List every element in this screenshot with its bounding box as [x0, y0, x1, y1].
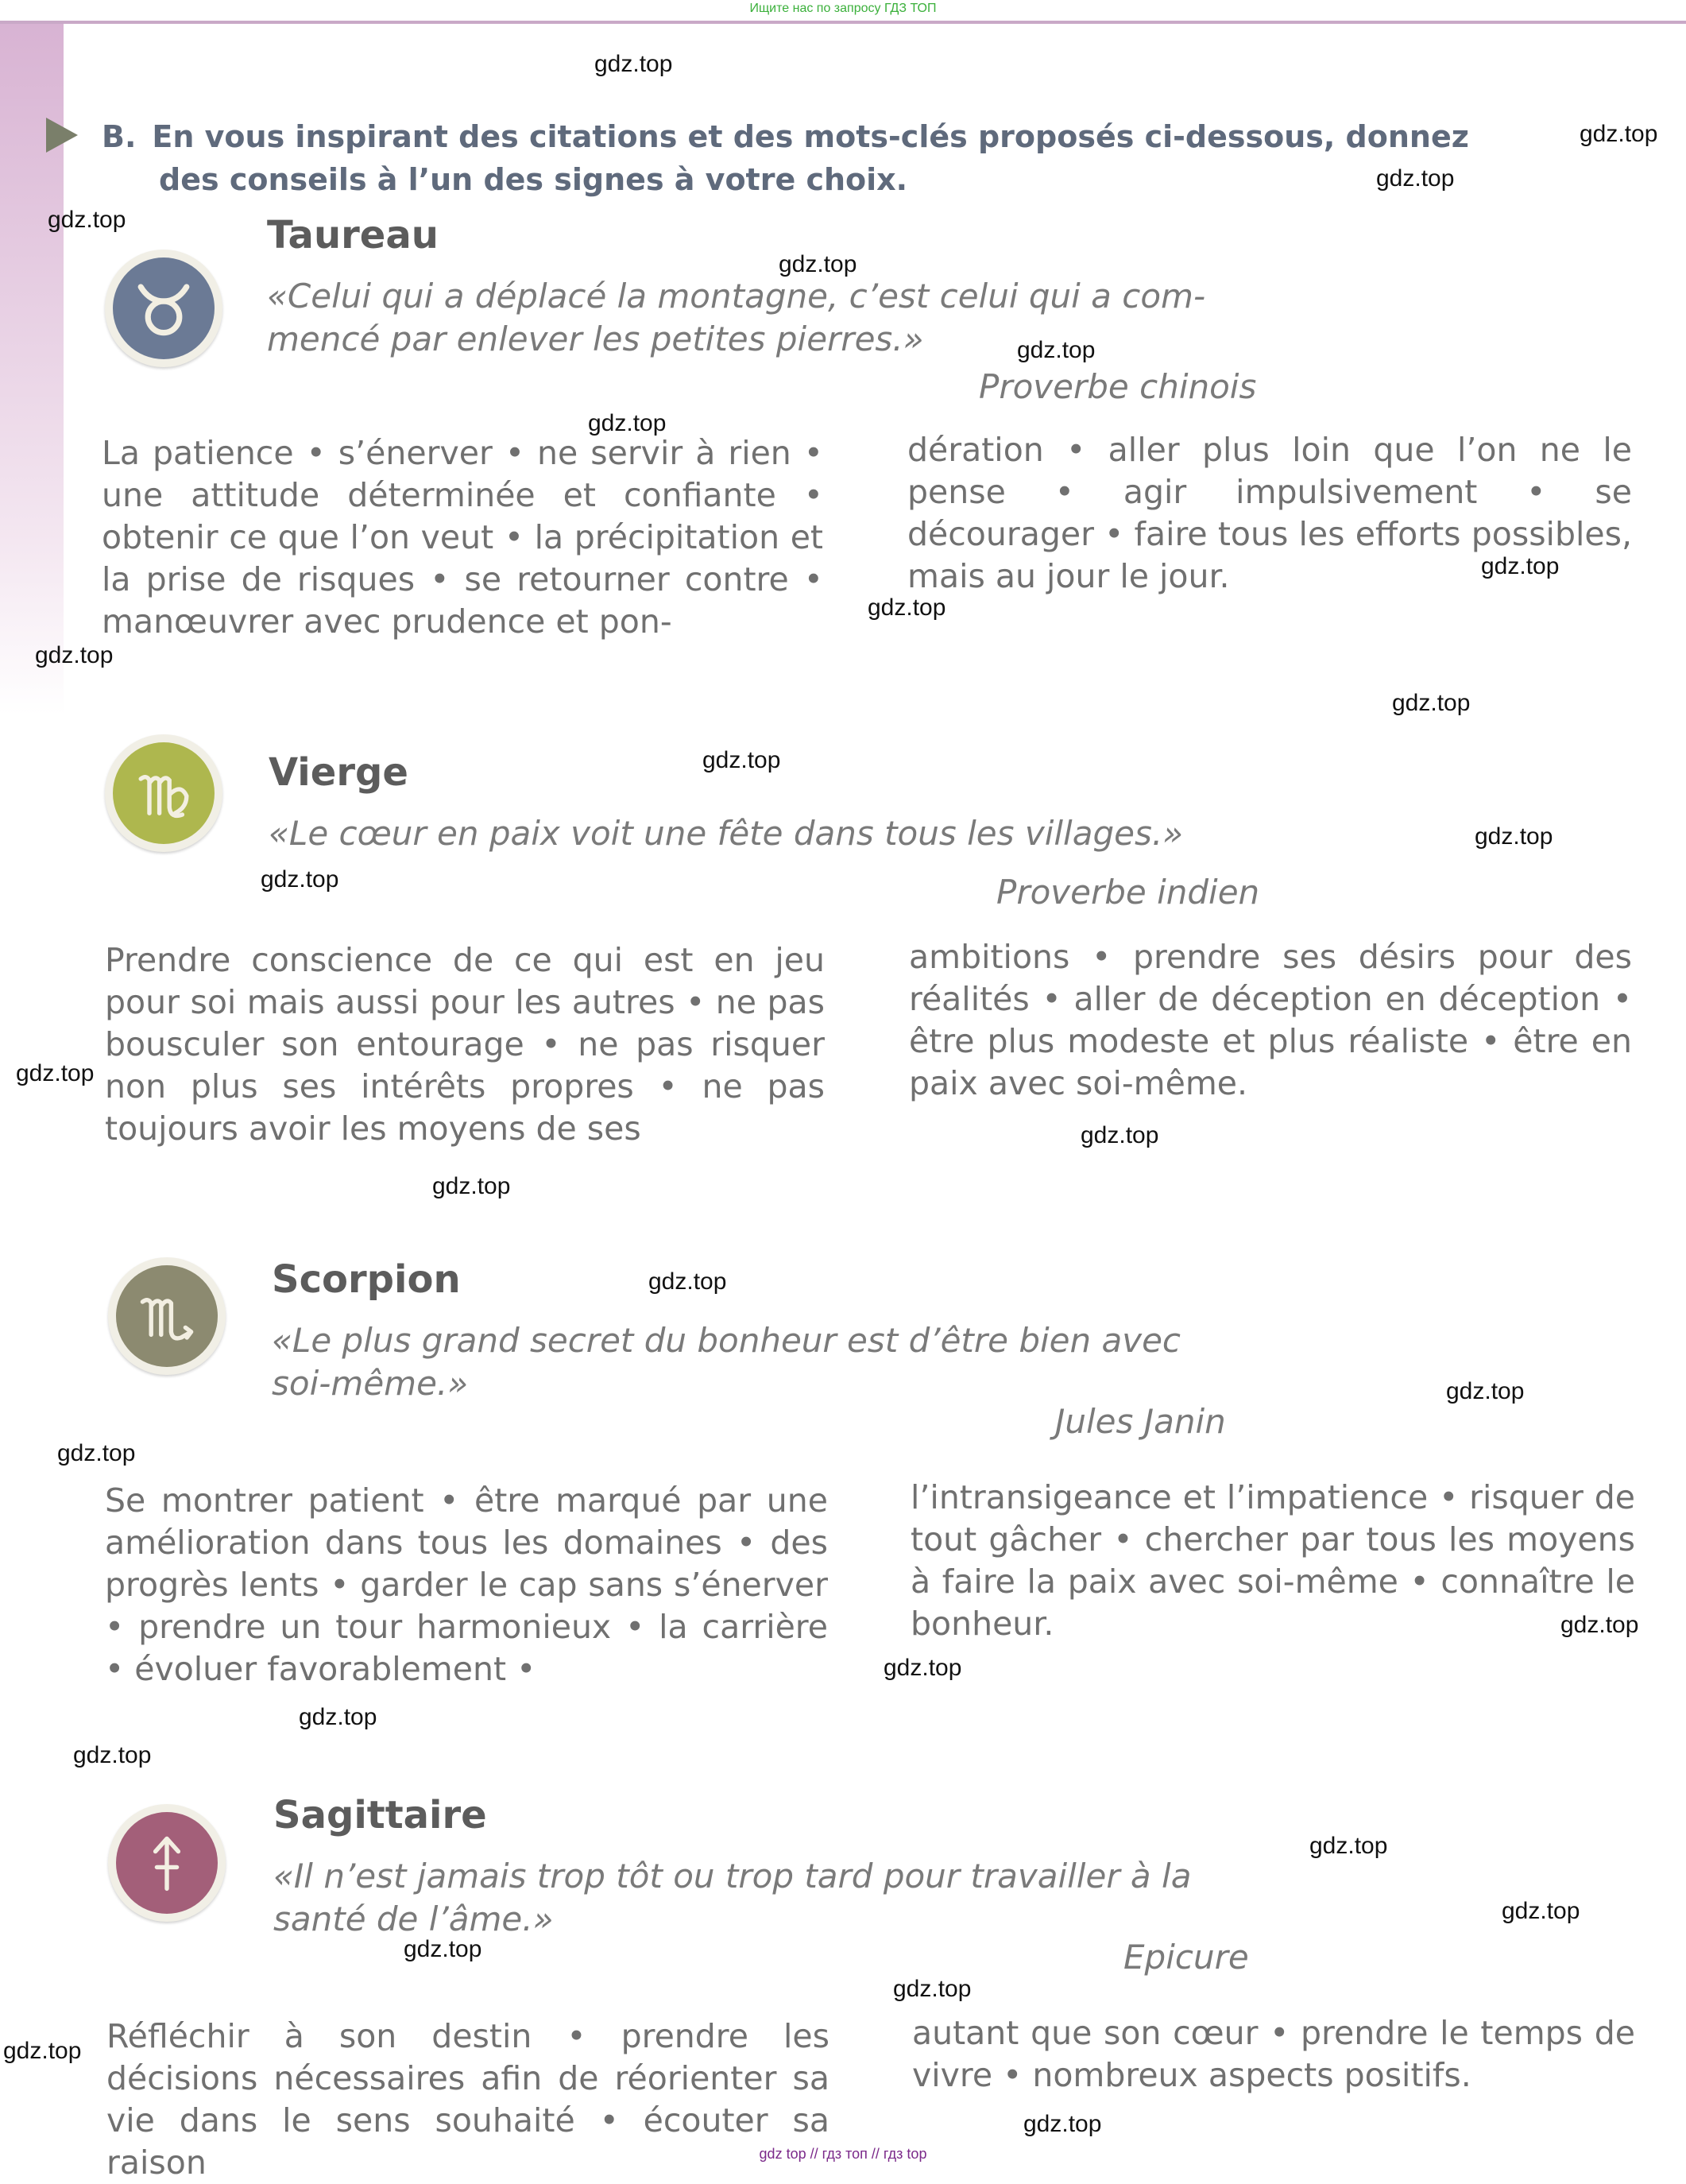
sagittarius-disc	[116, 1812, 218, 1914]
watermark: gdz.top	[779, 251, 857, 277]
sign-title: Scorpion	[272, 1257, 461, 1302]
taurus-disc	[113, 258, 215, 359]
quote-line-2: mencé par enlever les petites pierres.»	[267, 319, 924, 358]
scorpio-emblem	[108, 1257, 226, 1375]
virgo-icon	[128, 757, 199, 829]
keywords-left: Réfléchir à son destin • prendre les décisions nécessaires afin de réorienter sa vie dans le sens souhaité • écouter sa raison	[106, 2017, 829, 2182]
watermark: gdz.top	[594, 51, 673, 77]
keywords-left: Se montrer patient • être marqué par une amélioration dans tous les domaines • des progrès lents • garder le cap sans s’énerver • prendre un tour harmonieux • la carrière • évoluer favorablement •	[105, 1481, 828, 1688]
exercise-instruction	[102, 115, 1516, 201]
watermark: gdz.top	[1481, 553, 1560, 579]
quote-line-1: «Le plus grand secret du bonheur est d’être bien avec	[272, 1321, 1181, 1360]
watermark: gdz.top	[1446, 1378, 1525, 1404]
watermark: gdz.top	[1560, 1612, 1639, 1638]
watermark: gdz.top	[1580, 121, 1658, 147]
watermark: gdz.top	[884, 1655, 962, 1681]
watermark: gdz.top	[48, 207, 126, 233]
sign-title: Taureau	[267, 213, 439, 258]
sign-title: Vierge	[269, 750, 408, 795]
taurus-icon	[128, 273, 199, 344]
watermark: gdz.top	[404, 1936, 482, 1962]
watermark: gdz.top	[1023, 2111, 1102, 2137]
keywords-right: l’intransigeance et l’impatience • risquer de tout gâcher • chercher par tous les moyens à faire la paix avec soi-même • connaître le bonheur.	[911, 1478, 1635, 1643]
quote	[272, 1319, 1273, 1405]
quote-author: Epicure	[1123, 1938, 1249, 1977]
watermark: gdz.top	[3, 2038, 82, 2064]
keywords-left: La patience • s’énerver • ne servir à rien • une attitude déterminée et confiante • obtenir ce que l’on veut • la précipitation et la prise de risques • se retourner contre • manœuvrer avec prudence et pon-	[102, 434, 823, 641]
keywords-right: autant que son cœur • prendre le temps de vivre • nombreux aspects positifs.	[912, 2014, 1635, 2094]
watermark: gdz.top	[16, 1060, 95, 1086]
watermark: gdz.top	[35, 642, 114, 668]
watermark: gdz.top	[868, 594, 946, 621]
exercise-letter: B.	[102, 119, 137, 154]
sagittarius-emblem	[108, 1804, 226, 1922]
sign-title: Sagittaire	[273, 1793, 487, 1837]
quote	[269, 812, 1270, 855]
watermark: gdz.top	[588, 410, 667, 436]
top-note: Ищите нас по запросу ГДЗ ТОП	[749, 2, 937, 15]
quote-author: Proverbe indien	[996, 873, 1260, 912]
quote	[267, 275, 1268, 361]
watermark: gdz.top	[57, 1440, 136, 1466]
virgo-disc	[113, 742, 215, 844]
quote-author: Jules Janin	[1055, 1402, 1226, 1441]
watermark: gdz.top	[648, 1268, 727, 1295]
watermark: gdz.top	[893, 1976, 972, 2002]
watermark: gdz.top	[261, 866, 339, 893]
scorpio-icon	[131, 1280, 203, 1352]
quote-line-2: santé de l’âme.»	[273, 1899, 554, 1938]
watermark: gdz.top	[1309, 1833, 1388, 1859]
watermark: gdz.top	[1475, 823, 1553, 850]
bottom-note: gdz top // гдз топ // гдз top	[759, 2146, 927, 2162]
quote	[273, 1855, 1274, 1941]
watermark: gdz.top	[432, 1173, 511, 1199]
sagittarius-icon	[131, 1827, 203, 1899]
keywords-left: Prendre conscience de ce qui est en jeu pour soi mais aussi pour les autres • ne pas bousculer son entourage • ne pas risquer non plus ses intérêts propres • ne pas toujours avoir les moyens de ses	[105, 941, 825, 1148]
watermark: gdz.top	[1376, 165, 1455, 192]
quote-author: Proverbe chinois	[979, 367, 1257, 406]
quote-line-1: «Celui qui a déplacé la montagne, c’est celui qui a com-	[267, 277, 1206, 316]
keywords-right: dération • aller plus loin que l’on ne le pense • agir impulsivement • se décourager • faire tous les efforts possibles, mais au jour le jour.	[907, 431, 1632, 595]
taurus-emblem	[105, 250, 222, 367]
virgo-emblem	[105, 734, 222, 852]
quote-line-1: «Le cœur en paix voit une fête dans tous les villages.»	[269, 814, 1184, 853]
watermark: gdz.top	[73, 1742, 152, 1768]
watermark: gdz.top	[1081, 1122, 1159, 1148]
arrow-marker-icon	[46, 118, 78, 153]
watermark: gdz.top	[1502, 1898, 1580, 1924]
instruction-line-2: des conseils à l’un des signes à votre choix.	[159, 162, 908, 197]
instruction-line-1: En vous inspirant des citations et des mots-clés proposés ci-dessous, donnez	[152, 119, 1469, 154]
watermark: gdz.top	[1392, 690, 1471, 716]
scorpio-disc	[116, 1265, 218, 1367]
watermark: gdz.top	[299, 1704, 377, 1730]
watermark: gdz.top	[1017, 337, 1096, 363]
quote-line-2: soi-même.»	[272, 1364, 469, 1403]
quote-line-1: «Il n’est jamais trop tôt ou trop tard pour travailler à la	[273, 1857, 1192, 1896]
watermark: gdz.top	[702, 747, 781, 773]
keywords-right: ambitions • prendre ses désirs pour des réalités • aller de déception en déception • être plus modeste et plus réaliste • être en paix avec soi-même.	[909, 938, 1632, 1102]
